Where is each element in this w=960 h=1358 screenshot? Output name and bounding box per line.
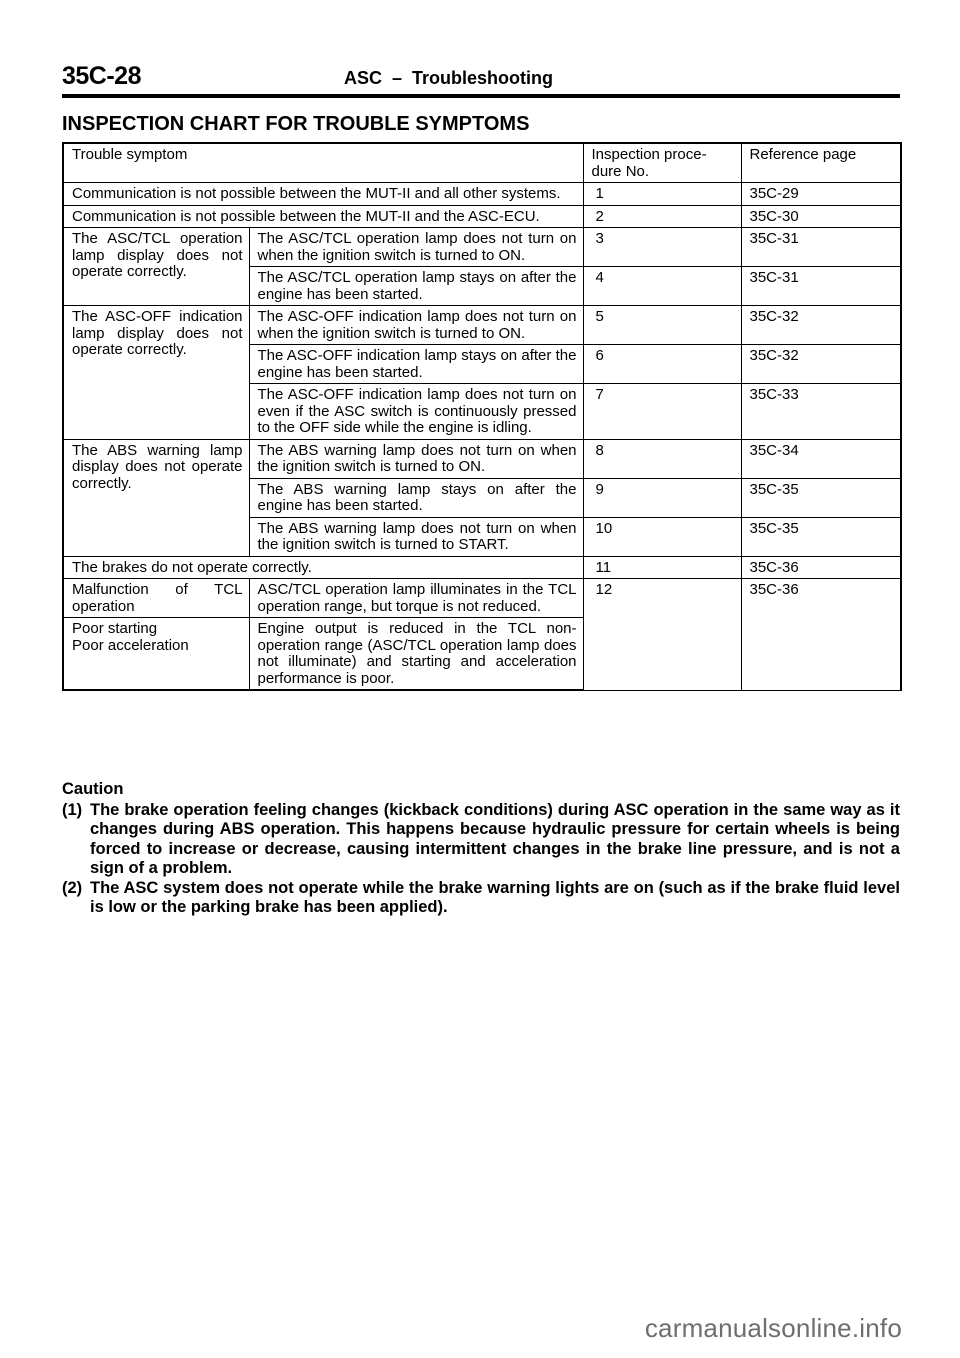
procedure-cell: 9 — [583, 478, 741, 517]
table-row — [63, 579, 901, 618]
page-header — [62, 62, 900, 96]
reference-cell: 35C-35 — [741, 517, 901, 556]
procedure-cell: 12 — [583, 579, 741, 691]
section-title: ASC – Troubleshooting — [344, 68, 554, 88]
caution-title: Caution — [62, 780, 124, 798]
procedure-cell: 5 — [583, 306, 741, 345]
reference-cell: 35C-29 — [741, 183, 901, 206]
reference-cell: 35C-32 — [741, 306, 901, 345]
table-row — [63, 439, 901, 478]
procedure-cell: 2 — [583, 205, 741, 228]
symptom-detail-cell: The ASC/TCL operation lamp stays on after the engine has been started. — [249, 267, 583, 306]
page-number: 35C-28 — [62, 62, 141, 90]
symptom-cell: Communication is not possible between the MUT-II and all other systems. — [63, 183, 583, 206]
reference-cell: 35C-31 — [741, 267, 901, 306]
symptom-group-cell: The ASC-OFF indication lamp display does not operate correctly. — [63, 306, 249, 440]
reference-cell: 35C-33 — [741, 384, 901, 440]
caution-item-text: The brake operation feeling changes (kickback conditions) during ASC operation in the same way as it changes during ABS operation. This happens because hydraulic pressure for certain wheels is being forced to increase or decrease, causing intermittent changes in the brake line pressure, and is not a sign of a problem. — [90, 800, 900, 877]
symptom-cell: Communication is not possible between the MUT-II and the ASC-ECU. — [63, 205, 583, 228]
table-header-row — [63, 143, 901, 183]
symptom-group-cell: The ABS warning lamp display does not operate correctly. — [63, 439, 249, 556]
symptom-group-cell: Malfunction of TCL operation — [63, 579, 249, 618]
procedure-cell: 10 — [583, 517, 741, 556]
symptom-detail-cell: The ABS warning lamp does not turn on when the ignition switch is turned to START. — [249, 517, 583, 556]
procedure-cell: 1 — [583, 183, 741, 206]
symptom-group-cell: Poor starting Poor acceleration — [63, 618, 249, 691]
chart-title: INSPECTION CHART FOR TROUBLE SYMPTOMS — [62, 113, 530, 135]
table-row — [63, 306, 901, 345]
caution-item-number: (2) — [62, 878, 83, 897]
procedure-cell: 8 — [583, 439, 741, 478]
reference-cell: 35C-30 — [741, 205, 901, 228]
symptom-detail-cell: The ASC-OFF indication lamp does not turn on even if the ASC switch is continuously pressed to the OFF side while the engine is idling. — [249, 384, 583, 440]
reference-cell: 35C-36 — [741, 556, 901, 579]
procedure-cell: 11 — [583, 556, 741, 579]
reference-cell: 35C-35 — [741, 478, 901, 517]
header-trouble-symptom: Trouble symptom — [63, 143, 583, 183]
procedure-cell: 4 — [583, 267, 741, 306]
procedure-cell: 6 — [583, 345, 741, 384]
caution-item — [62, 879, 900, 918]
caution-item-number: (1) — [62, 800, 83, 819]
watermark: carmanualsonline.info — [644, 1313, 902, 1343]
symptom-detail-cell: The ASC-OFF indication lamp does not turn on when the ignition switch is turned to ON. — [249, 306, 583, 345]
reference-cell: 35C-36 — [741, 579, 901, 691]
symptom-detail-cell: The ABS warning lamp stays on after the engine has been started. — [249, 478, 583, 517]
header-inspection-procedure: Inspection proce-dure No. — [583, 143, 741, 183]
symptom-detail-cell: The ABS warning lamp does not turn on when the ignition switch is turned to ON. — [249, 439, 583, 478]
caution-item-text: The ASC system does not operate while the brake warning lights are on (such as if the brake fluid level is low or the parking brake has been applied). — [90, 878, 900, 916]
symptom-detail-cell: The ASC/TCL operation lamp does not turn on when the ignition switch is turned to ON. — [249, 228, 583, 267]
table-row — [63, 556, 901, 579]
symptom-detail-cell: Engine output is reduced in the TCL non-operation range (ASC/TCL operation lamp does not illuminate) and starting and acceleration performance is poor. — [249, 618, 583, 691]
table-row — [63, 228, 901, 267]
symptom-cell: The brakes do not operate correctly. — [63, 556, 583, 579]
reference-cell: 35C-32 — [741, 345, 901, 384]
procedure-cell: 3 — [583, 228, 741, 267]
symptom-detail-cell: ASC/TCL operation lamp illuminates in the TCL operation range, but torque is not reduced. — [249, 579, 583, 618]
table-row — [63, 205, 901, 228]
symptom-detail-cell: The ASC-OFF indication lamp stays on after the engine has been started. — [249, 345, 583, 384]
inspection-chart-table — [62, 142, 902, 691]
procedure-cell: 7 — [583, 384, 741, 440]
header-reference-page: Reference page — [741, 143, 901, 183]
caution-section — [62, 780, 900, 918]
reference-cell: 35C-31 — [741, 228, 901, 267]
table-row — [63, 183, 901, 206]
symptom-group-cell: The ASC/TCL operation lamp display does not operate correctly. — [63, 228, 249, 306]
reference-cell: 35C-34 — [741, 439, 901, 478]
header-rule — [62, 94, 900, 98]
caution-item — [62, 801, 900, 879]
